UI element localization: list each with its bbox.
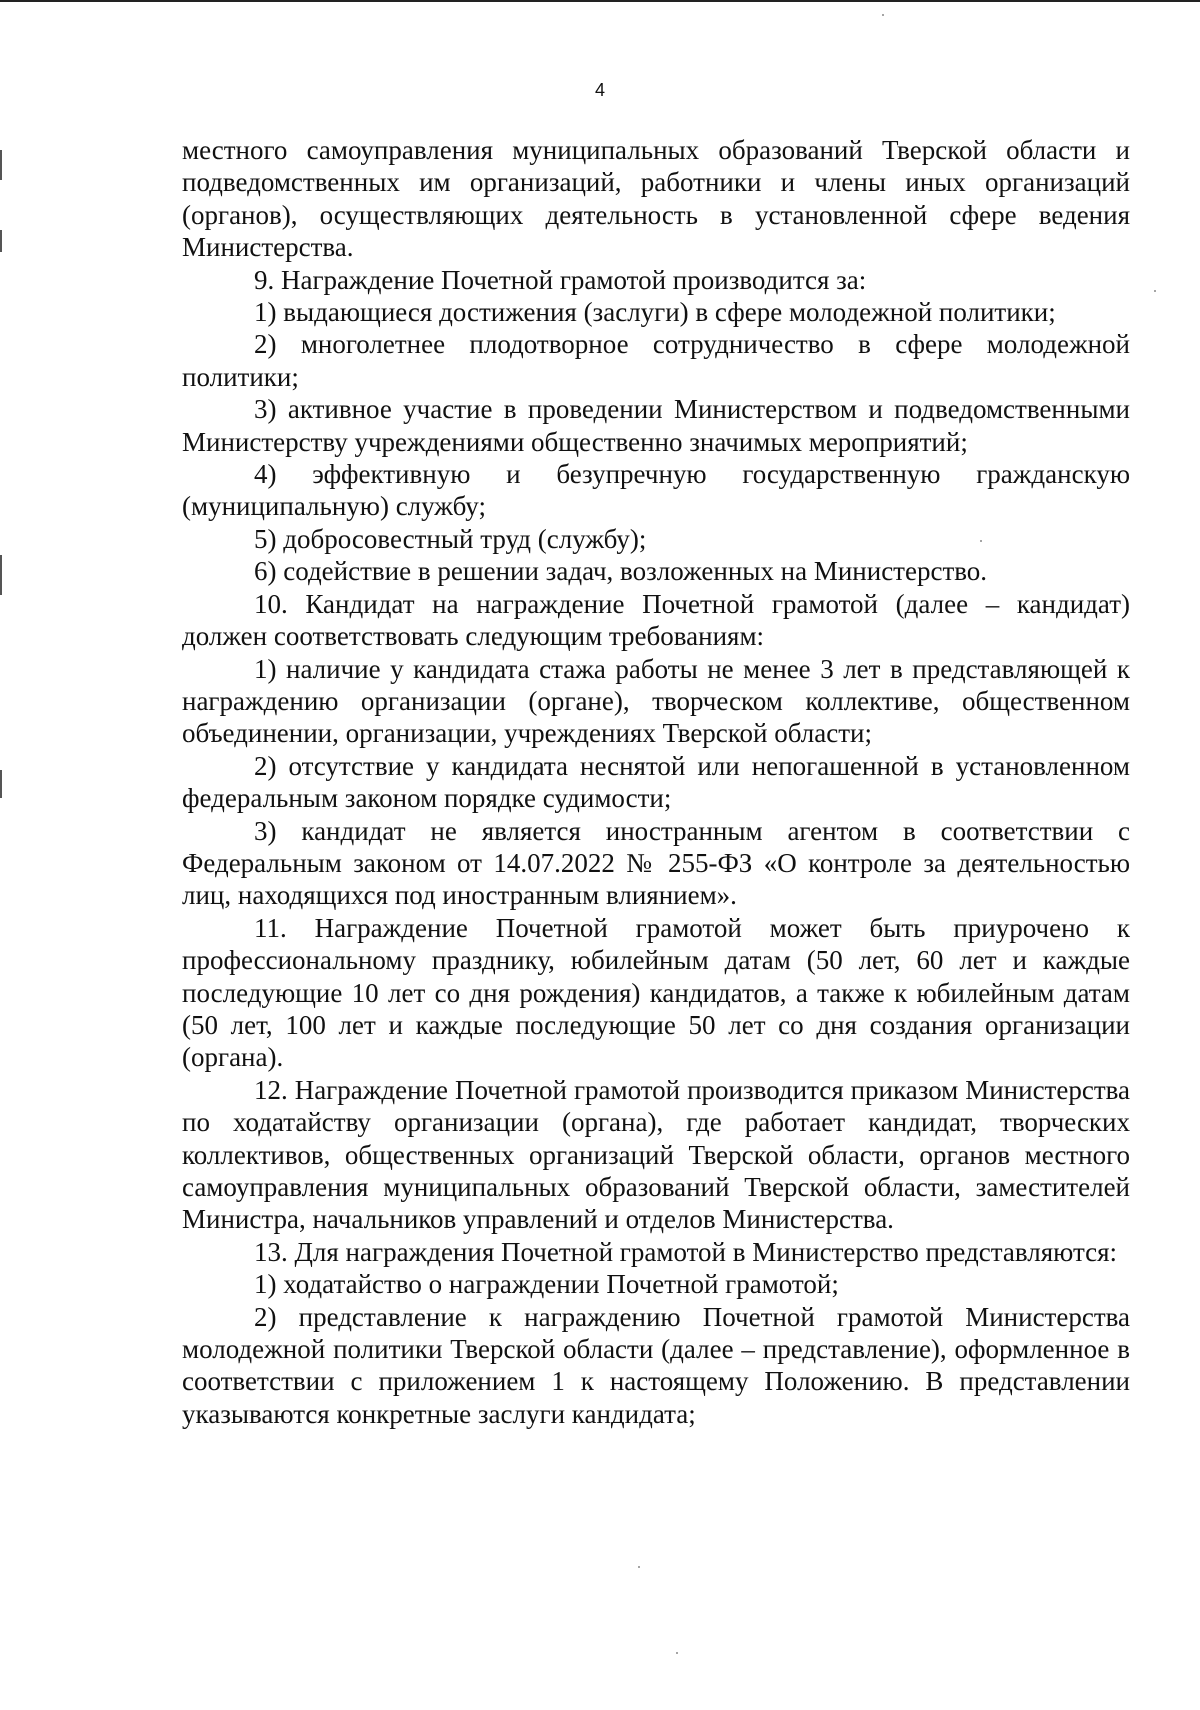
paragraph: 4) эффективную и безупречную государственную гражданскую (муниципальную) службу; (182, 459, 1130, 522)
paragraph: 3) кандидат не является иностранным агентом в соответствии с Федеральным законом от 14.07.2022 № 255-ФЗ «О контроле за деятельностью лиц, находящихся под иностранным влиянием». (182, 815, 1130, 911)
scan-left-edge-mark (0, 555, 2, 595)
scan-speck (638, 1566, 640, 1568)
scan-speck (1154, 290, 1156, 292)
paragraph: 9. Награждение Почетной грамотой производится за: (254, 264, 867, 295)
page-number: 4 (594, 80, 605, 100)
paragraph: 12. Награждение Почетной грамотой производится приказом Министерства по ходатайству организации (органа), где работает кандидат, творческих коллективов, общественных организаций Тверской области, органов местного самоуправления муниципальных образований Тверской области, заместителей Министра, начальников управлений и отделов Министерства. (182, 1074, 1130, 1235)
document-body (182, 134, 1130, 1430)
scan-left-edge-mark (0, 150, 2, 180)
paragraph: местного самоуправления муниципальных образований Тверской области и подведомственных им организаций, работники и члены иных организаций (органов), осуществляющих деятельность в установленной сфере ведения Министерства. (182, 135, 1130, 263)
scan-speck (882, 14, 884, 16)
scan-left-edge-mark (0, 770, 2, 798)
scan-top-edge (0, 0, 1200, 2)
paragraph: 2) отсутствие у кандидата неснятой или непогашенной в установленном федеральным законом порядке судимости; (182, 750, 1130, 814)
paragraph: 11. Награждение Почетной грамотой может быть приурочено к профессиональному празднику, юбилейным датам (50 лет, 60 лет и каждые последующие 10 лет со дня рождения) кандидатов, а также к юбилейным датам (50 лет, 100 лет и каждые последующие 50 лет со дня создания организации (органа). (182, 912, 1130, 1073)
paragraph: 2) представление к награждению Почетной грамотой Министерства молодежной политики Тверской области (далее – представление), оформленное в соответствии с приложением 1 к настоящему Положению. В представлении указываются конкретные заслуги кандидата; (182, 1301, 1130, 1429)
paragraph: 1) ходатайство о награждении Почетной грамотой; (254, 1269, 839, 1300)
scan-left-edge-mark (0, 230, 2, 252)
paragraph: 5) добросовестный труд (службу); (254, 523, 647, 554)
paragraph: 1) выдающиеся достижения (заслуги) в сфере молодежной политики; (254, 297, 1056, 328)
paragraph: 6) содействие в решении задач, возложенных на Министерство. (254, 556, 988, 587)
paragraph: 1) наличие у кандидата стажа работы не менее 3 лет в представляющей к награждению организации (органе), творческом коллективе, общественном объединении, организации, учреждениях Тверской области; (182, 653, 1130, 749)
scan-speck (676, 1652, 678, 1654)
paragraph: 2) многолетнее плодотворное сотрудничество в сфере молодежной политики; (182, 329, 1130, 392)
paragraph: 10. Кандидат на награждение Почетной грамотой (далее – кандидат) должен соответствовать следующим требованиям: (182, 588, 1130, 652)
paragraph: 3) активное участие в проведении Министерством и подведомственными Министерству учреждениями общественно значимых мероприятий; (182, 394, 1130, 457)
paragraph: 13. Для награждения Почетной грамотой в Министерство представляются: (254, 1236, 1117, 1267)
